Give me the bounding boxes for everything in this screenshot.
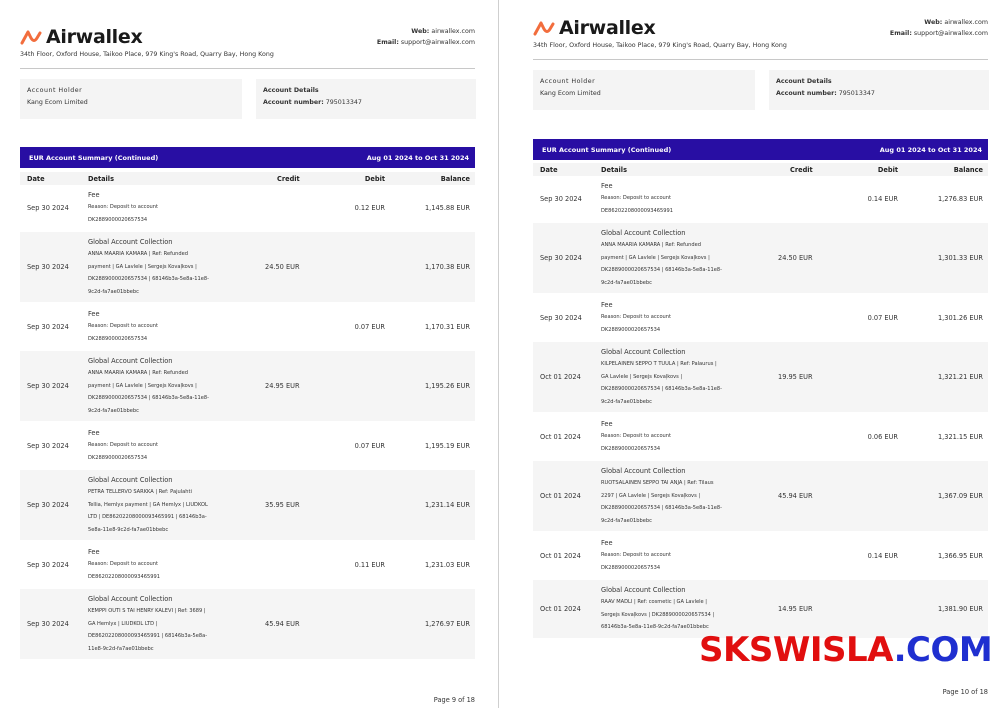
row-detail-line: Reason: Deposit to account bbox=[88, 561, 159, 567]
row-credit: 35.95 EUR bbox=[265, 501, 300, 509]
airwallex-logo-icon bbox=[533, 20, 555, 36]
column-header-balance: Balance bbox=[953, 166, 983, 174]
web-line bbox=[377, 26, 475, 37]
company-address: 34th Floor, Oxford House, Taikoo Place, 979 King's Road, Quarry Bay, Hong Kong bbox=[533, 42, 787, 49]
email-label: Email: bbox=[889, 30, 912, 37]
summary-bar bbox=[20, 147, 475, 168]
table-row bbox=[20, 232, 475, 304]
row-detail-line: DK2889000020657534 bbox=[88, 335, 148, 342]
email-link[interactable]: support@airwallex.com bbox=[913, 30, 988, 37]
table-row bbox=[533, 414, 988, 461]
row-balance: 1,170.31 EUR bbox=[424, 322, 470, 331]
row-detail-line: DK2889000020657534 bbox=[601, 445, 661, 452]
web-label: Web: bbox=[411, 28, 430, 35]
row-title: Fee bbox=[601, 301, 613, 309]
row-title: Global Account Collection bbox=[601, 229, 686, 237]
row-detail-line: ANNA MAARIA KAMARA | Ref: Refunded bbox=[88, 251, 188, 257]
table-row bbox=[533, 295, 988, 342]
row-credit: 24.50 EUR bbox=[265, 263, 300, 271]
table-header bbox=[533, 163, 988, 176]
page-divider bbox=[498, 0, 499, 708]
row-title: Fee bbox=[601, 539, 613, 547]
row-detail-line: PETRA TELLERVO SARKKA | Ref: Pajulahti bbox=[88, 489, 192, 495]
row-credit: 24.95 EUR bbox=[265, 382, 300, 390]
row-detail-line: 9c2d-fa7ae01bbebc bbox=[601, 398, 652, 405]
row-date: Sep 30 2024 bbox=[27, 501, 69, 509]
row-detail-line: 9c2d-fa7ae01bbebc bbox=[88, 288, 139, 295]
row-detail-line: 9c2d-fa7ae01bbebc bbox=[88, 407, 139, 414]
column-header-details: Details bbox=[88, 175, 114, 183]
row-balance: 1,231.14 EUR bbox=[424, 501, 470, 509]
account-holder-value: Kang Ecom Limited bbox=[27, 99, 88, 106]
summary-bar bbox=[533, 139, 988, 160]
row-detail-line: Tellia, Hemlyx payment | GA Hemlyx | LIUDKOL bbox=[88, 501, 208, 508]
watermark bbox=[699, 630, 992, 670]
account-number-line bbox=[263, 97, 469, 109]
row-title: Global Account Collection bbox=[88, 476, 173, 484]
contact-info bbox=[890, 17, 988, 39]
row-date: Oct 01 2024 bbox=[540, 551, 581, 560]
account-holder-box bbox=[20, 79, 242, 119]
row-detail-line: GA Lavlele | Sergejs Kovaļkovs | bbox=[601, 373, 683, 380]
row-balance: 1,367.09 EUR bbox=[937, 492, 983, 500]
row-credit: 24.50 EUR bbox=[778, 254, 813, 262]
summary-title: EUR Account Summary (Continued) bbox=[29, 153, 159, 162]
row-date: Sep 30 2024 bbox=[27, 382, 69, 390]
row-date: Oct 01 2024 bbox=[540, 432, 581, 441]
row-balance: 1,145.88 EUR bbox=[424, 203, 470, 212]
row-detail-line: DK2889000020657534 | 68146b3a-5e8a-11e8- bbox=[601, 386, 722, 392]
company-address: 34th Floor, Oxford House, Taikoo Place, 979 King's Road, Quarry Bay, Hong Kong bbox=[20, 51, 274, 58]
row-balance: 1,301.26 EUR bbox=[937, 313, 983, 322]
row-title: Global Account Collection bbox=[601, 467, 686, 475]
row-credit: 19.95 EUR bbox=[778, 373, 813, 381]
row-detail-line: Reason: Deposit to account bbox=[601, 552, 672, 558]
row-detail-line: Reason: Deposit to account bbox=[88, 323, 159, 329]
row-detail-line: 2297 | GA Lavlele | Sergejs Kovaļkovs | bbox=[601, 492, 701, 499]
header-divider bbox=[533, 59, 988, 60]
row-debit: 0.06 EUR bbox=[867, 432, 898, 441]
row-credit: 14.95 EUR bbox=[778, 604, 813, 613]
row-date: Sep 30 2024 bbox=[540, 313, 582, 322]
row-balance: 1,276.97 EUR bbox=[424, 620, 470, 628]
email-link[interactable]: support@airwallex.com bbox=[400, 39, 475, 46]
table-row bbox=[20, 351, 475, 423]
table-row bbox=[20, 423, 475, 470]
row-balance: 1,321.21 EUR bbox=[937, 373, 983, 381]
row-balance: 1,366.95 EUR bbox=[937, 551, 983, 560]
row-detail-line: KEMPPI OUTI S TAI HENRY KALEVI | Ref: 3689 | bbox=[88, 608, 206, 614]
row-title: Fee bbox=[88, 429, 100, 437]
web-label: Web: bbox=[924, 19, 943, 26]
watermark-main: SKSWISLA bbox=[699, 630, 894, 670]
row-title: Fee bbox=[601, 182, 613, 190]
summary-date-range: Aug 01 2024 to Oct 31 2024 bbox=[879, 145, 982, 154]
column-header-date: Date bbox=[540, 166, 558, 174]
row-title: Fee bbox=[601, 420, 613, 428]
row-detail-line: RUOTSALAINEN SEPPO TAI ANJA | Ref: Tilaus bbox=[601, 480, 714, 486]
contact-info bbox=[377, 26, 475, 48]
column-header-details: Details bbox=[601, 166, 627, 174]
row-balance: 1,195.26 EUR bbox=[424, 382, 470, 390]
row-detail-line: 11e8-9c2d-fa7ae01bbebc bbox=[88, 645, 154, 652]
account-holder-value: Kang Ecom Limited bbox=[540, 90, 601, 97]
row-balance: 1,170.38 EUR bbox=[424, 263, 470, 271]
row-title: Global Account Collection bbox=[88, 357, 173, 365]
row-date: Oct 01 2024 bbox=[540, 604, 581, 613]
row-detail-line: DK2889000020657534 bbox=[88, 216, 148, 223]
page-number: Page 9 of 18 bbox=[433, 696, 475, 704]
row-title: Global Account Collection bbox=[601, 586, 686, 594]
row-title: Fee bbox=[88, 191, 100, 199]
row-date: Sep 30 2024 bbox=[540, 194, 582, 203]
logo-text: Airwallex bbox=[46, 26, 143, 48]
row-date: Oct 01 2024 bbox=[540, 373, 581, 381]
row-date: Sep 30 2024 bbox=[540, 254, 582, 262]
airwallex-logo-icon bbox=[20, 29, 42, 45]
table-row bbox=[533, 223, 988, 295]
table-row bbox=[533, 176, 988, 223]
row-detail-line: DK2889000020657534 | 68146b3a-5e8a-11e8- bbox=[88, 276, 209, 282]
table-row bbox=[20, 542, 475, 589]
row-detail-line: DE86202208000093465991 bbox=[601, 207, 673, 214]
table-header bbox=[20, 172, 475, 185]
row-title: Global Account Collection bbox=[88, 595, 173, 603]
account-details-box bbox=[256, 79, 476, 119]
row-detail-line: Reason: Deposit to account bbox=[601, 433, 672, 439]
row-detail-line: DK2889000020657534 bbox=[88, 454, 148, 461]
row-detail-line: payment | GA Lavlele | Sergejs Kovaļkovs | bbox=[601, 254, 710, 261]
row-balance: 1,381.90 EUR bbox=[937, 604, 983, 613]
column-header-credit: Credit bbox=[790, 166, 813, 174]
row-detail-line: Sergejs Kovaļkovs | DK2889000020657534 | bbox=[601, 611, 715, 618]
row-title: Global Account Collection bbox=[601, 348, 686, 356]
web-link[interactable]: airwallex.com bbox=[944, 19, 988, 26]
row-date: Sep 30 2024 bbox=[27, 441, 69, 450]
column-header-date: Date bbox=[27, 175, 45, 183]
row-detail-line: 68146b3a-5e8a-11e8-9c2d-fa7ae01bbebc bbox=[601, 624, 709, 630]
airwallex-logo bbox=[20, 26, 142, 48]
row-balance: 1,276.83 EUR bbox=[937, 194, 983, 203]
row-detail-line: ANNA MAARIA KAMARA | Ref: Refunded bbox=[88, 370, 188, 376]
email-line bbox=[377, 37, 475, 48]
row-date: Sep 30 2024 bbox=[27, 620, 69, 628]
statement-page-9 bbox=[8, 0, 486, 708]
transactions-table bbox=[20, 185, 475, 661]
row-debit: 0.07 EUR bbox=[354, 441, 385, 450]
table-row bbox=[533, 533, 988, 580]
row-detail-line: 9c2d-fa7ae01bbebc bbox=[601, 517, 652, 524]
row-balance: 1,321.15 EUR bbox=[937, 432, 983, 441]
table-row bbox=[533, 461, 988, 533]
row-detail-line: RAAV MADLI | Ref: cosmetic | GA Lavlele | bbox=[601, 599, 708, 605]
column-header-credit: Credit bbox=[277, 175, 300, 183]
row-detail-line: Reason: Deposit to account bbox=[601, 314, 672, 320]
account-number-label: Account number: bbox=[263, 99, 324, 106]
row-detail-line: ANNA MAARIA KAMARA | Ref: Refunded bbox=[601, 242, 701, 248]
summary-date-range: Aug 01 2024 to Oct 31 2024 bbox=[366, 153, 469, 162]
row-detail-line: DK2889000020657534 | 68146b3a-5e8a-11e8- bbox=[88, 395, 209, 401]
account-details-label: Account Details bbox=[776, 78, 832, 85]
row-title: Fee bbox=[88, 310, 100, 318]
row-date: Sep 30 2024 bbox=[27, 263, 69, 271]
summary-title: EUR Account Summary (Continued) bbox=[542, 145, 672, 154]
table-row bbox=[20, 185, 475, 232]
table-row bbox=[20, 304, 475, 351]
row-debit: 0.14 EUR bbox=[867, 551, 898, 560]
statement-page-10 bbox=[521, 0, 999, 708]
row-balance: 1,195.19 EUR bbox=[424, 441, 470, 450]
row-detail-line: Reason: Deposit to account bbox=[88, 204, 159, 210]
email-line bbox=[890, 28, 988, 39]
watermark-suffix: .COM bbox=[893, 630, 993, 670]
header-divider bbox=[20, 68, 475, 69]
transactions-table bbox=[533, 176, 988, 640]
row-debit: 0.07 EUR bbox=[354, 322, 385, 331]
page-number: Page 10 of 18 bbox=[942, 688, 988, 696]
row-detail-line: GA Hemlyx | LIUDKOL LTD | bbox=[88, 620, 158, 627]
account-details-box bbox=[769, 70, 989, 110]
row-date: Sep 30 2024 bbox=[27, 322, 69, 331]
column-header-debit: Debit bbox=[364, 175, 385, 183]
account-holder-label: Account Holder bbox=[540, 78, 596, 85]
row-detail-line: KILPELAINEN SEPPO T TUULA | Ref: Palaurus | bbox=[601, 361, 717, 367]
web-link[interactable]: airwallex.com bbox=[431, 28, 475, 35]
row-credit: 45.94 EUR bbox=[265, 620, 300, 628]
row-debit: 0.07 EUR bbox=[867, 313, 898, 322]
row-detail-line: DK2889000020657534 | 68146b3a-5e8a-11e8- bbox=[601, 267, 722, 273]
row-balance: 1,301.33 EUR bbox=[937, 254, 983, 262]
row-detail-line: LTD | DE86202208000093465991 | 68146b3a- bbox=[88, 514, 207, 520]
row-detail-line: DE86202208000093465991 bbox=[88, 573, 160, 580]
table-row bbox=[533, 342, 988, 414]
row-balance: 1,231.03 EUR bbox=[424, 560, 470, 569]
account-holder-box bbox=[533, 70, 755, 110]
column-header-balance: Balance bbox=[440, 175, 470, 183]
row-detail-line: Reason: Deposit to account bbox=[601, 195, 672, 201]
account-holder-label: Account Holder bbox=[27, 87, 83, 94]
email-label: Email: bbox=[376, 39, 399, 46]
row-date: Sep 30 2024 bbox=[27, 560, 69, 569]
table-row bbox=[20, 470, 475, 542]
row-detail-line: payment | GA Lavlele | Sergejs Kovaļkovs | bbox=[88, 382, 197, 389]
table-row bbox=[20, 589, 475, 661]
row-detail-line: Reason: Deposit to account bbox=[88, 442, 159, 448]
column-header-debit: Debit bbox=[877, 166, 898, 174]
row-date: Sep 30 2024 bbox=[27, 203, 69, 212]
account-number-value: 795013347 bbox=[838, 90, 875, 97]
row-debit: 0.14 EUR bbox=[867, 194, 898, 203]
airwallex-logo bbox=[533, 17, 655, 39]
row-detail-line: DE86202208000093465991 | 68146b3a-5e8a- bbox=[88, 633, 208, 639]
row-detail-line: DK2889000020657534 | 68146b3a-5e8a-11e8- bbox=[601, 505, 722, 511]
row-credit: 45.94 EUR bbox=[778, 492, 813, 500]
web-line bbox=[890, 17, 988, 28]
row-detail-line: payment | GA Lavlele | Sergejs Kovaļkovs | bbox=[88, 263, 197, 270]
row-detail-line: 5e8a-11e8-9c2d-fa7ae01bbebc bbox=[88, 526, 169, 533]
row-debit: 0.11 EUR bbox=[354, 560, 385, 569]
logo-text: Airwallex bbox=[559, 17, 656, 39]
row-title: Global Account Collection bbox=[88, 238, 173, 246]
row-title: Fee bbox=[88, 548, 100, 556]
row-date: Oct 01 2024 bbox=[540, 492, 581, 500]
account-number-label: Account number: bbox=[776, 90, 837, 97]
row-detail-line: DK2889000020657534 bbox=[601, 564, 661, 571]
account-number-value: 795013347 bbox=[325, 99, 362, 106]
account-details-label: Account Details bbox=[263, 87, 319, 94]
row-detail-line: DK2889000020657534 bbox=[601, 326, 661, 333]
row-detail-line: 9c2d-fa7ae01bbebc bbox=[601, 279, 652, 286]
account-number-line bbox=[776, 88, 982, 100]
row-debit: 0.12 EUR bbox=[354, 203, 385, 212]
